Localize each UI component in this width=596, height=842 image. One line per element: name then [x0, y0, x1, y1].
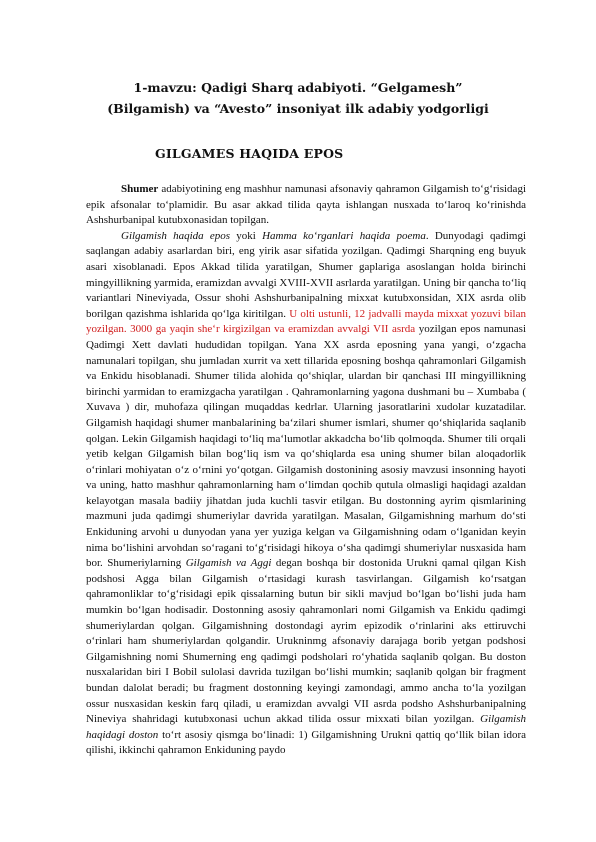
topic-title-line-1: 1-mavzu: Qadigi Sharq adabiyoti. “Gelgamesh” — [133, 80, 463, 95]
paragraph-2-text-4: degan boshqa bir dostonida Urukni qamal qilgan Kish podshosi Agga bilan Gilgamish o‘rtasidagi kurash tasvirlangan. Gilgamish ko‘rsatgan qahramonliklar to‘g‘risidagi epik qissalarning butun bir sikli mavjud bo‘lgan bo‘lishi juda ham mumkin bo‘lgan hodisadir. Dostonning asosiy qahramonlari nomi Gilgamish va Enkidu qadimgi shumeriylardan qolgan. Gilgamishning dostondagi ayrim epizodik o‘rinlarini aks ettiruvchi o‘rinlari ham shumeriylardan qolgandir. Urukninmg afsonaviy darajaga borib yetgan podshosi Gilgamishning nomi Shumerning eng qadimgi podsholari ro‘yhatida saqlanib qolgan. Bu doston nusxalaridan biri I Bobil sulolasi davrida tuzilgan bo‘lishi mumkin; saqlanib qolgan bir fragment bundan dalolat beradi; bu fragment dostonning keyingi zamondagi, ammo ancha to‘la yozilgan ossur nusxasidan keskin farq qiladi, u eramizdan avvalgi VII asrda podsho Ashshurbanipalning Nineviya shahridagi kutubxonasi uchun akkad tilida ossur mixxati bilan yozilgan. — [86, 557, 526, 726]
paragraph-2-text-2: . Dunyodagi qadimgi saqlangan adabiy asarlardan biri, eng yirik asar sifatida yozilgan. Qadimgi Sharqning eng buyuk asari xisoblanadi. Epos Akkad tilida yaratilgan, Shumer gaplariga asoslangan holda birinchi mingyillikning yarmida, eramizdan avvalgi XVIII-XVII asrlarda yaratilgan. Uning bir qancha to‘liq variantlari Nineviyada, Ossur shohi Ashshurbanipalning mixxat kutubxonsidan, XIX asrda olib borilgan qazishma ishlarida qo‘lga kiritilgan. — [86, 229, 527, 320]
italic-poem-title: Hamma ko‘rganlari haqida poema — [262, 229, 426, 242]
highlighted-red-text: U olti ustunli, 12 jadvalli mayda mixxat yozuvi bilan yozilgan. 3000 ga yaqin she‘r kirgizilgan va eramizdan avvalgi VII asrda — [86, 307, 526, 336]
paragraph-1-text: adabiyotining eng mashhur namunasi afsonaviy qahramon Gilgamish to‘g‘risidagi epik afsonalar to‘plamidir. Bu asar akkad tilida qayta ishlangan nusxada to‘laroq ko‘rinishda Ashshurbanipal kutubxonasidan topilgan. — [86, 183, 526, 227]
topic-title-line-2: (Bilgamish) va “Avesto” insoniyat ilk adabiy yodgorligi — [107, 101, 489, 116]
italic-doston-title: Gilgamish haqidagi doston — [86, 713, 526, 741]
bold-lead: Shumer — [121, 183, 159, 195]
italic-gilgamish-aggi: Gilgamish va Aggi — [185, 557, 272, 570]
section-title: GILGAMES HAQIDA EPOS — [155, 146, 344, 161]
paragraph-2 — [86, 229, 526, 759]
document-body — [86, 182, 526, 759]
paragraph-2-text-3: yozilgan epos namunasi Qadimgi Xett davlati hududidan topilgan. Yana XX asrda eposning yana yangi, o‘zgacha namunalari topilgan, shu jumladan xurrit va xett tillarida eposning boshqa qahramonlari Gilgamish va Enkidu hisoblanadi. Shumer tilida alohida qo‘shiqlar, ulardan bir qanchasi III mingyillikning birinchi yarmidan to eramizgacha yaratilgan . Qahramonlarning yagona dushmani bu – Xumbaba ( Xuvava ) dir, muhofaza qilingan muqaddas kedrlar. Ularning jasoratlarini xudolar kuzatadilar. Gilgamish haqidagi shumer manbalarining ba‘zilari shumer ismlari, shumer qo‘shiqlarida saqlanib qolgan. Lekin Gilgamish haqidagi to‘liq ma‘lumotlar akkadcha bo‘lib qolmoqda. Shumer tili orqali yetib kelgan Gilgamish bilan bog‘liq ism va qo‘shiqlarda esa uning shumer bilan aloqadorlik o‘rinlari mohiyatan o‘z o‘rnini yo‘qotgan. Gilgamish dostonining asosiy mavzusi insonning hayoti va uning, hatto mashhur qahramonlarning ham o‘limdan qochib qutula olmasligi haqidagi azaldan kelayotgan masala badiiy jihatdan juda kuchli tasvir etilgan. Bu dostonning ayrim qismlarining mazmuni juda qadimgi shumeriylar davrida yaratilgan. Masalan, Gilgamishning marhum do‘sti Enkiduning arvohi u dunyodan yana yer yuziga kelgan va Gilgamishning odam o‘lganidan keyin nima bo‘lishini arvohdan so‘ragani to‘g‘risidagi hikoya o‘sha qadimgi shumeriylar nusxasida ham bor. Shumeriylarning — [86, 323, 526, 570]
italic-epos-title: Gilgamish haqida epos — [121, 229, 231, 242]
paragraph-2-text-5: to‘rt asosiy qismga bo‘linadi: 1) Gilgamishning Urukni qattiq qo‘llik bilan idora qilishi, ikkinchi qahramon Enkiduning paydo — [86, 728, 526, 757]
paragraph-2-text-1: yoki — [230, 229, 263, 242]
paragraph-1 — [86, 182, 526, 229]
